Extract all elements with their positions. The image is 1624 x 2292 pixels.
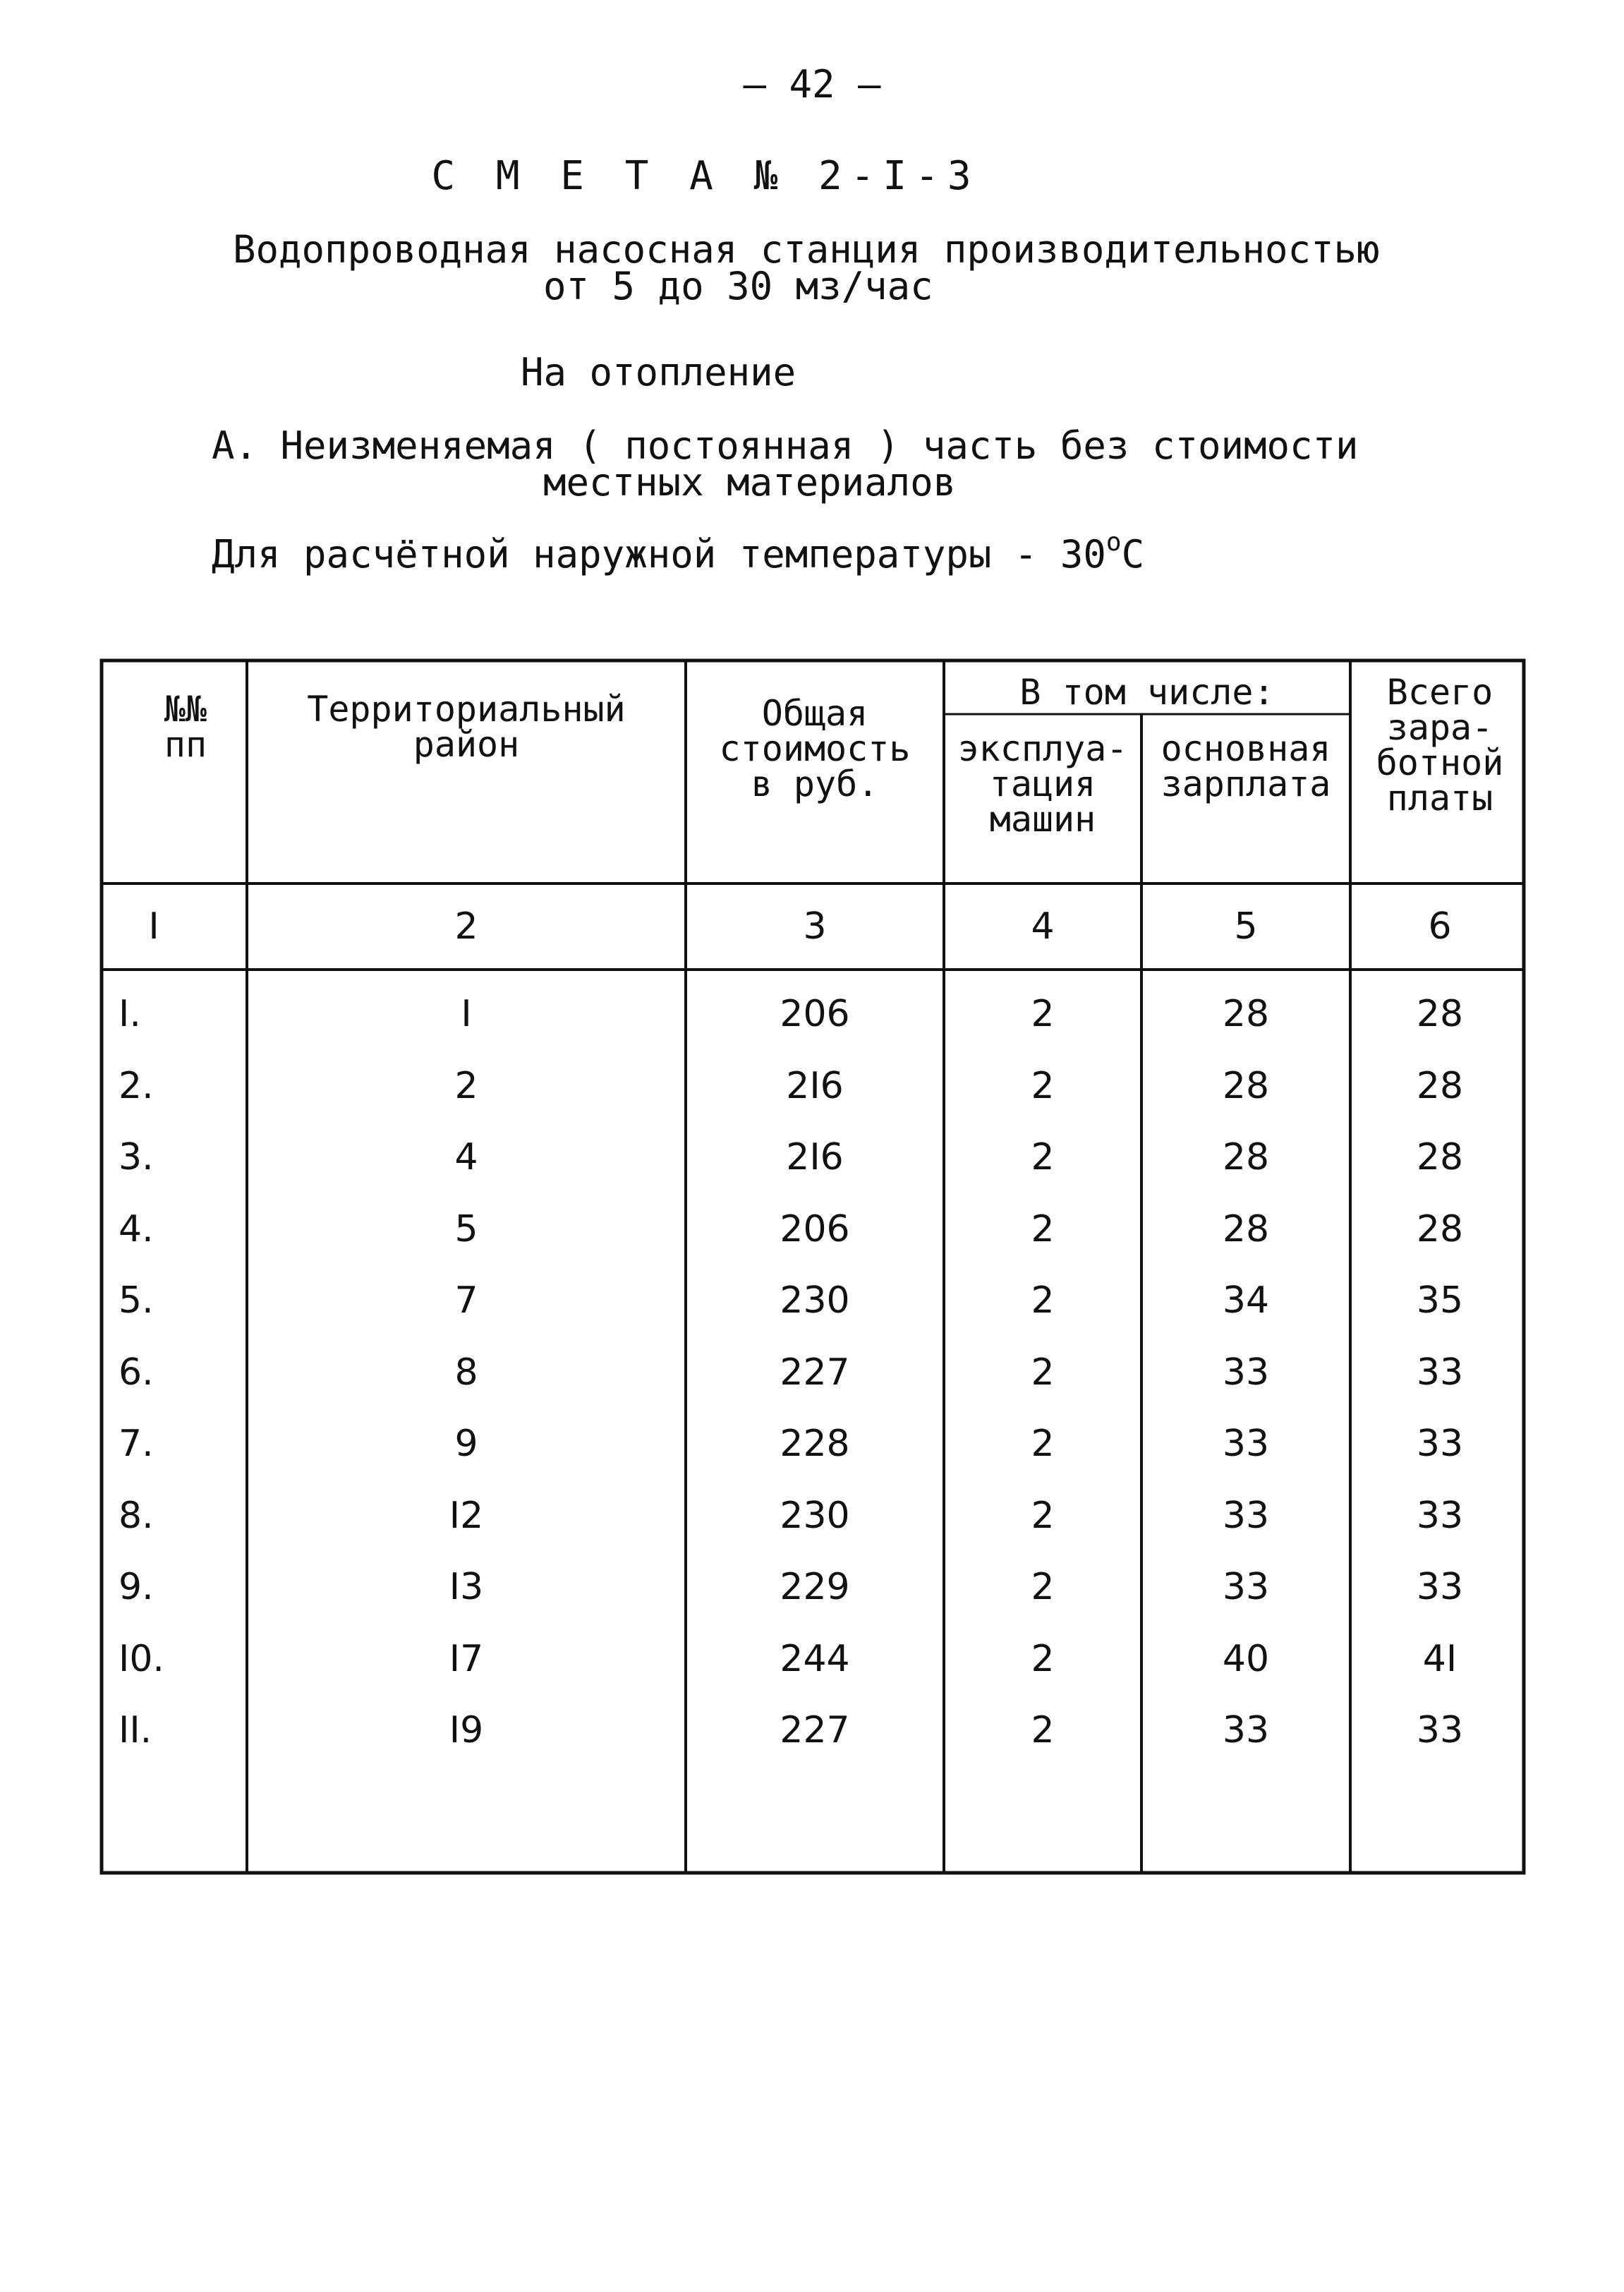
row-number: 3. xyxy=(119,1136,154,1178)
row-total-cost: 206 xyxy=(780,1207,850,1250)
row-number: I0. xyxy=(119,1637,164,1680)
temperature-line xyxy=(212,528,1145,577)
row-district: I xyxy=(461,993,472,1035)
row-machines: 2 xyxy=(1031,1279,1055,1322)
header-machines-line3: машин xyxy=(989,799,1096,840)
header-district-line2: район xyxy=(413,724,520,765)
row-district: 2 xyxy=(454,1064,478,1107)
row-machines: 2 xyxy=(1031,1207,1055,1250)
header-total-line3: в руб. xyxy=(751,764,879,804)
row-salary: 33 xyxy=(1222,1494,1270,1537)
header-wage-total-line2: зара- xyxy=(1386,707,1493,748)
column-number: 3 xyxy=(803,905,827,948)
row-total-cost: 244 xyxy=(780,1637,850,1680)
header-total-line1: Общая xyxy=(761,693,868,734)
section-label: На отопление xyxy=(521,350,796,394)
header-including-group: В том числе: xyxy=(1019,672,1275,713)
row-salary: 33 xyxy=(1222,1566,1270,1608)
row-machines: 2 xyxy=(1031,1709,1055,1751)
row-wage-total: 28 xyxy=(1416,1064,1464,1107)
row-number: I. xyxy=(119,993,141,1035)
header-number-abbrev: пп xyxy=(164,724,207,765)
column-number: 4 xyxy=(1031,905,1055,948)
part-description-line-1: А. Неизменяемая ( постоянная ) часть без стоимости xyxy=(212,423,1359,468)
row-wage-total: 33 xyxy=(1416,1709,1464,1751)
header-wage-total-line4: платы xyxy=(1386,778,1493,819)
row-wage-total: 28 xyxy=(1416,993,1464,1035)
temperature-unit: С xyxy=(1121,532,1145,577)
header-district-line1: Территориальный xyxy=(307,689,626,730)
degree-sign: о xyxy=(1105,528,1122,557)
page-number: – 42 – xyxy=(743,62,881,107)
row-salary: 33 xyxy=(1222,1351,1270,1394)
column-number: 6 xyxy=(1428,905,1452,948)
row-wage-total: 33 xyxy=(1416,1566,1464,1608)
row-wage-total: 33 xyxy=(1416,1494,1464,1537)
row-total-cost: 228 xyxy=(780,1423,850,1465)
row-number: 8. xyxy=(119,1494,154,1537)
row-machines: 2 xyxy=(1031,1566,1055,1608)
row-wage-total: 35 xyxy=(1416,1279,1464,1322)
row-district: I2 xyxy=(449,1494,484,1537)
row-machines: 2 xyxy=(1031,1136,1055,1178)
row-number: 4. xyxy=(119,1207,154,1250)
row-district: 5 xyxy=(454,1207,478,1250)
row-machines: 2 xyxy=(1031,1637,1055,1680)
row-total-cost: 2I6 xyxy=(786,1136,844,1178)
row-number: 9. xyxy=(119,1566,154,1608)
row-district: I7 xyxy=(449,1637,484,1680)
row-salary: 28 xyxy=(1222,1064,1270,1107)
row-salary: 40 xyxy=(1222,1637,1270,1680)
row-machines: 2 xyxy=(1031,1494,1055,1537)
row-salary: 33 xyxy=(1222,1709,1270,1751)
row-district: 4 xyxy=(454,1136,478,1178)
row-wage-total: 4I xyxy=(1422,1637,1458,1680)
estimate-table xyxy=(97,656,1529,1877)
part-description-line-2: местных материалов xyxy=(543,460,957,505)
header-salary-line1: основная xyxy=(1161,728,1331,769)
row-number: 2. xyxy=(119,1064,154,1107)
row-number: II. xyxy=(119,1709,152,1751)
row-number: 5. xyxy=(119,1279,154,1322)
row-salary: 28 xyxy=(1222,1207,1270,1250)
row-salary: 28 xyxy=(1222,1136,1270,1178)
header-machines-line2: тация xyxy=(989,764,1096,804)
header-total-line2: стоимость xyxy=(719,728,911,769)
table-grid-lines xyxy=(97,656,1529,1877)
header-wage-total-line1: Всего xyxy=(1386,672,1493,713)
header-number-symbol: №№ xyxy=(164,689,207,730)
row-salary: 28 xyxy=(1222,993,1270,1035)
row-number: 6. xyxy=(119,1351,154,1394)
header-machines-line1: эксплуа- xyxy=(957,728,1128,769)
document-title: С М Е Т А № 2-I-3 xyxy=(431,153,980,199)
row-district: 7 xyxy=(454,1279,478,1322)
row-total-cost: 206 xyxy=(780,993,850,1035)
row-machines: 2 xyxy=(1031,993,1055,1035)
subtitle-line-2: от 5 до 30 мз/час xyxy=(543,264,933,308)
row-total-cost: 2I6 xyxy=(786,1064,844,1107)
temperature-label: Для расчётной наружной температуры - 30 xyxy=(212,532,1106,577)
row-machines: 2 xyxy=(1031,1351,1055,1394)
row-machines: 2 xyxy=(1031,1423,1055,1465)
column-number: 5 xyxy=(1234,905,1258,948)
row-total-cost: 229 xyxy=(780,1566,850,1608)
row-wage-total: 33 xyxy=(1416,1423,1464,1465)
row-salary: 33 xyxy=(1222,1423,1270,1465)
subtitle-line-1: Водопроводная насосная станция производительностью xyxy=(233,227,1380,272)
header-salary-line2: зарплата xyxy=(1161,764,1331,804)
row-total-cost: 227 xyxy=(780,1709,850,1751)
row-district: I9 xyxy=(449,1709,484,1751)
row-district: 8 xyxy=(454,1351,478,1394)
row-total-cost: 227 xyxy=(780,1351,850,1394)
row-wage-total: 28 xyxy=(1416,1207,1464,1250)
row-district: 9 xyxy=(454,1423,478,1465)
row-total-cost: 230 xyxy=(780,1279,850,1322)
row-number: 7. xyxy=(119,1423,154,1465)
row-salary: 34 xyxy=(1222,1279,1270,1322)
row-wage-total: 33 xyxy=(1416,1351,1464,1394)
row-district: I3 xyxy=(449,1566,484,1608)
column-number: 2 xyxy=(454,905,478,948)
row-machines: 2 xyxy=(1031,1064,1055,1107)
row-total-cost: 230 xyxy=(780,1494,850,1537)
row-wage-total: 28 xyxy=(1416,1136,1464,1178)
header-wage-total-line3: ботной xyxy=(1376,742,1504,783)
column-number: I xyxy=(148,905,159,948)
